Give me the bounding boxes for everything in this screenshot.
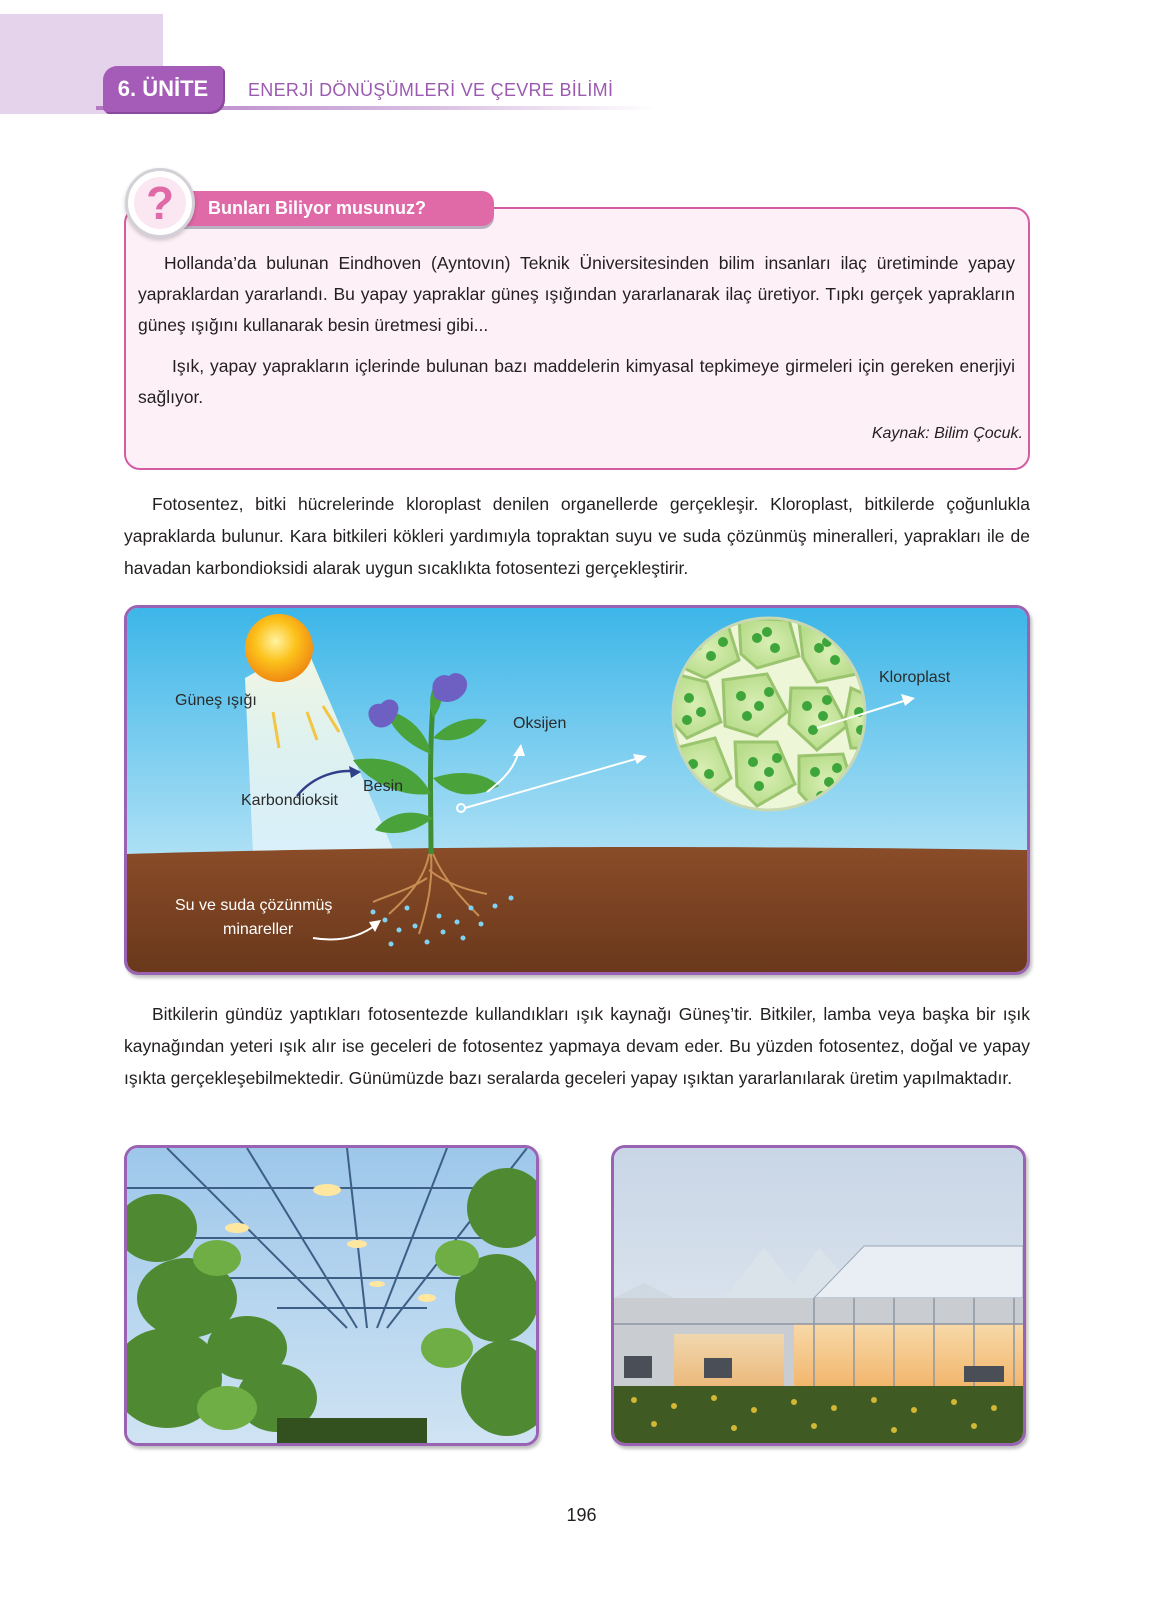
label-water-minerals-line-1: Su ve suda çözünmüş	[175, 897, 333, 914]
photosynthesis-illustration	[127, 608, 1027, 972]
label-water-minerals-line-2: minareller	[223, 921, 294, 938]
label-carbon-dioxide: Karbondioksit	[241, 792, 338, 809]
label-food: Besin	[363, 778, 404, 795]
greenhouse-interior-photo	[124, 1145, 539, 1446]
info-source: Kaynak: Bilim Çocuk.	[871, 425, 1023, 442]
label-sunlight: Güneş ışığı	[175, 692, 257, 709]
body-paragraph-2: Bitkilerin gündüz yaptıkları fotosentezde kullandıkları ışık kaynağı Güneş’tir. Bitkiler, lamba veya başka bir ışık kaynağından yeteri ışık alır ise geceleri de fotosentez yapmaya devam eder. Bu yüzden fotosentez, doğal ve yapay ışıkta gerçekleşebilmektedir. Günümüzde bazı seralarda geceleri yapay ışıktan yararlanılarak üretim yapılmaktadır.	[124, 1004, 1030, 1088]
greenhouse-exterior-image	[614, 1148, 1023, 1443]
page-number: 196	[566, 1505, 597, 1525]
info-paragraph-2: Işık, yapay yaprakların içlerinde bulunan bazı maddelerin kimyasal tepkimeye girmeleri için gereken enerjiyi sağlıyor.	[138, 356, 1015, 407]
info-paragraph-1: Hollanda’da bulunan Eindhoven (Ayntovın) Teknik Üniversitesinden bilim insanları ilaç üretiminde yapay yapraklardan yararlandı. Bu yapay yapraklar güneş ışığından yararlanarak ilaç üretiyor. Tıpkı gerçek yaprakların güneş ışığını kullanarak besin üretmesi gibi...	[138, 253, 1015, 335]
greenhouse-interior-image	[127, 1148, 536, 1443]
label-oxygen: Oksijen	[513, 715, 567, 732]
body-paragraph-1: Fotosentez, bitki hücrelerinde kloroplast denilen organellerde gerçekleşir. Kloroplast, bitkilerde çoğunlukla yapraklarda bulunur. Kara bitkileri kökleri yardımıyla topraktan suyu ve suda çözünmüş mineralleri, yaprakları ile de havadan karbondioksidi alarak uygun sıcaklıkta fotosentezi gerçekleştirir.	[124, 494, 1030, 578]
label-chloroplast: Kloroplast	[879, 669, 951, 686]
photosynthesis-diagram	[124, 605, 1030, 975]
question-mark-glyph: ?	[134, 177, 186, 229]
greenhouse-exterior-photo	[611, 1145, 1026, 1446]
unit-title: ENERJİ DÖNÜŞÜMLERİ VE ÇEVRE BİLİMİ	[248, 80, 614, 100]
question-mark-icon	[125, 168, 195, 238]
unit-badge: 6. ÜNİTE	[103, 66, 223, 112]
did-you-know-title: Bunları Biliyor musunuz?	[172, 191, 494, 226]
